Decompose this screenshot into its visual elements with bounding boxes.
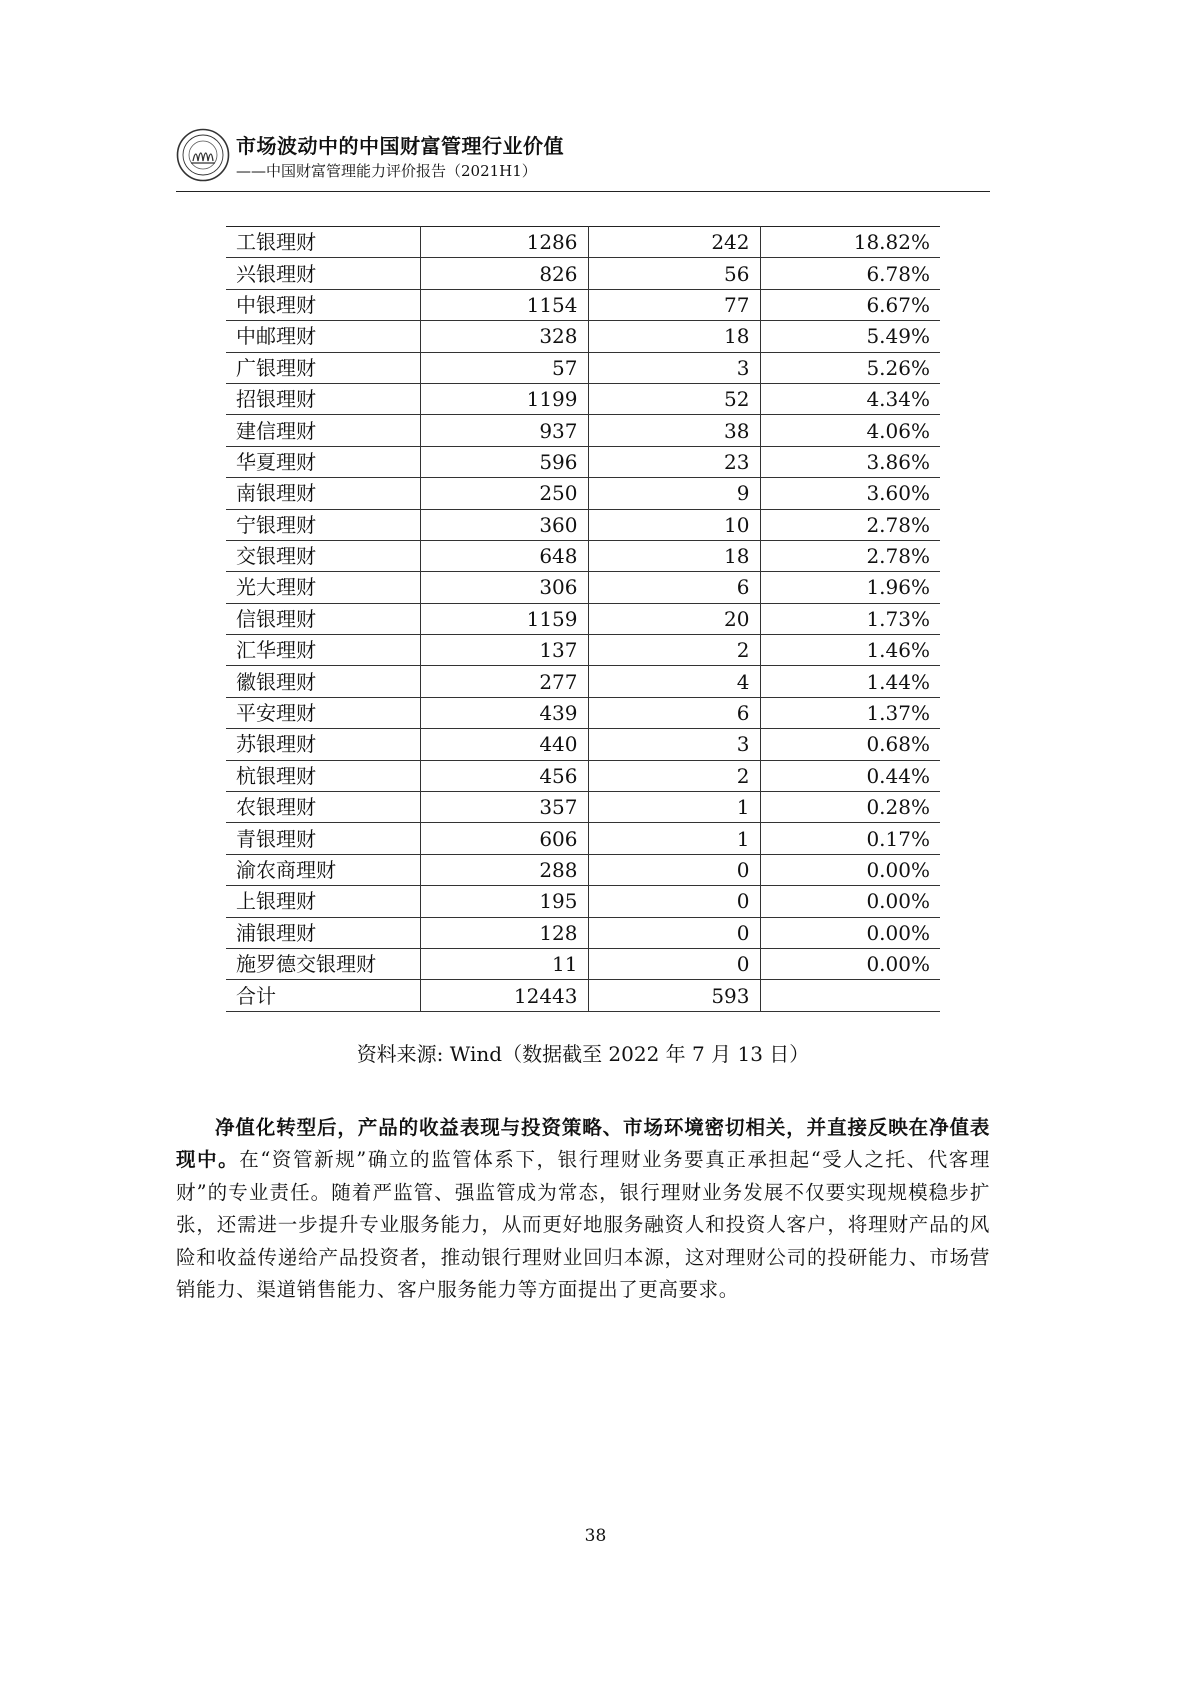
institution-name-cell: 交银理财 [226, 540, 420, 571]
running-header-subtitle: ——中国财富管理能力评价报告（2021H1） [236, 162, 537, 180]
value-cell: 277 [420, 666, 588, 697]
value-cell: 0 [588, 948, 760, 979]
value-cell: 328 [420, 321, 588, 352]
value-cell: 1286 [420, 227, 588, 258]
value-cell: 195 [420, 886, 588, 917]
value-cell: 0.68% [760, 729, 940, 760]
value-cell: 57 [420, 352, 588, 383]
wealth-management-table [226, 226, 940, 1012]
institution-name-cell: 工银理财 [226, 227, 420, 258]
value-cell: 593 [588, 980, 760, 1011]
value-cell: 0 [588, 854, 760, 885]
value-cell: 1.96% [760, 572, 940, 603]
value-cell: 0.44% [760, 760, 940, 791]
value-cell: 440 [420, 729, 588, 760]
value-cell: 18.82% [760, 227, 940, 258]
value-cell: 2.78% [760, 509, 940, 540]
value-cell: 0.00% [760, 886, 940, 917]
value-cell: 0 [588, 886, 760, 917]
value-cell: 1.73% [760, 603, 940, 634]
table-row [226, 258, 940, 289]
value-cell: 288 [420, 854, 588, 885]
value-cell: 18 [588, 540, 760, 571]
body-paragraph [176, 1112, 990, 1306]
value-cell: 56 [588, 258, 760, 289]
table-row [226, 760, 940, 791]
table-row [226, 321, 940, 352]
value-cell: 10 [588, 509, 760, 540]
table-source-note: 资料来源: Wind（数据截至 2022 年 7 月 13 日） [356, 1042, 810, 1066]
value-cell: 242 [588, 227, 760, 258]
institution-name-cell: 苏银理财 [226, 729, 420, 760]
institution-name-cell: 广银理财 [226, 352, 420, 383]
table-row [226, 635, 940, 666]
table-row [226, 948, 940, 979]
institution-name-cell: 青银理财 [226, 823, 420, 854]
value-cell: 2 [588, 635, 760, 666]
value-cell: 11 [420, 948, 588, 979]
value-cell: 4 [588, 666, 760, 697]
table-row [226, 383, 940, 414]
table-row [226, 666, 940, 697]
value-cell: 0.00% [760, 917, 940, 948]
paragraph-body: 在“资管新规”确立的监管体系下，银行理财业务要真正承担起“受人之托、代客理财”的专业责任。随着严监管、强监管成为常态，银行理财业务发展不仅要实现规模稳步扩张，还需进一步提升专业服务能力，从而更好地服务融资人和投资人客户，将理财产品的风险和收益传递给产品投资者，推动银行理财业回归本源，这对理财公司的投研能力、市场营销能力、渠道销售能力、客户服务能力等方面提出了更高要求。 [176, 1148, 990, 1302]
value-cell: 1159 [420, 603, 588, 634]
value-cell: 937 [420, 415, 588, 446]
institution-name-cell: 南银理财 [226, 478, 420, 509]
value-cell: 0.28% [760, 792, 940, 823]
value-cell: 6.67% [760, 289, 940, 320]
value-cell: 0.17% [760, 823, 940, 854]
table-row [226, 227, 940, 258]
table-row [226, 854, 940, 885]
institution-name-cell: 招银理财 [226, 383, 420, 414]
header-rule [176, 191, 990, 192]
table-row [226, 729, 940, 760]
value-cell: 250 [420, 478, 588, 509]
value-cell: 5.49% [760, 321, 940, 352]
value-cell: 0 [588, 917, 760, 948]
value-cell: 596 [420, 446, 588, 477]
value-cell: 306 [420, 572, 588, 603]
institution-name-cell: 中邮理财 [226, 321, 420, 352]
value-cell: 4.34% [760, 383, 940, 414]
institution-name-cell: 渝农商理财 [226, 854, 420, 885]
institution-name-cell: 中银理财 [226, 289, 420, 320]
table-row [226, 289, 940, 320]
table-row [226, 980, 940, 1011]
table-row [226, 823, 940, 854]
table-row [226, 917, 940, 948]
value-cell: 360 [420, 509, 588, 540]
value-cell: 128 [420, 917, 588, 948]
value-cell: 1.44% [760, 666, 940, 697]
value-cell: 3 [588, 729, 760, 760]
value-cell: 606 [420, 823, 588, 854]
institution-name-cell: 杭银理财 [226, 760, 420, 791]
institution-name-cell: 建信理财 [226, 415, 420, 446]
value-cell: 1 [588, 792, 760, 823]
university-seal-logo [176, 128, 230, 182]
value-cell: 23 [588, 446, 760, 477]
page-header [176, 124, 990, 194]
table-row [226, 352, 940, 383]
value-cell: 826 [420, 258, 588, 289]
table-row [226, 572, 940, 603]
running-header-title: 市场波动中的中国财富管理行业价值 [236, 134, 564, 158]
value-cell: 0.00% [760, 854, 940, 885]
table-row [226, 415, 940, 446]
paragraph-bold-lead: 净值化转型后，产品的收益表现与投资策略、市场环境密切相关，并直接反映在净值表现中。 [176, 1116, 990, 1172]
value-cell: 6 [588, 572, 760, 603]
table-row [226, 509, 940, 540]
institution-name-cell: 华夏理财 [226, 446, 420, 477]
institution-name-cell: 合计 [226, 980, 420, 1011]
value-cell: 2.78% [760, 540, 940, 571]
value-cell: 1 [588, 823, 760, 854]
value-cell: 6 [588, 697, 760, 728]
institution-name-cell: 上银理财 [226, 886, 420, 917]
value-cell: 6.78% [760, 258, 940, 289]
value-cell: 38 [588, 415, 760, 446]
value-cell: 1.46% [760, 635, 940, 666]
page-number: 38 [584, 1526, 607, 1546]
value-cell: 9 [588, 478, 760, 509]
table-row [226, 792, 940, 823]
value-cell [760, 980, 940, 1011]
value-cell: 2 [588, 760, 760, 791]
institution-name-cell: 汇华理财 [226, 635, 420, 666]
value-cell: 52 [588, 383, 760, 414]
institution-name-cell: 兴银理财 [226, 258, 420, 289]
value-cell: 137 [420, 635, 588, 666]
value-cell: 12443 [420, 980, 588, 1011]
table-row [226, 478, 940, 509]
table-row [226, 886, 940, 917]
value-cell: 3 [588, 352, 760, 383]
institution-name-cell: 施罗德交银理财 [226, 948, 420, 979]
value-cell: 77 [588, 289, 760, 320]
value-cell: 4.06% [760, 415, 940, 446]
institution-name-cell: 光大理财 [226, 572, 420, 603]
value-cell: 648 [420, 540, 588, 571]
value-cell: 3.60% [760, 478, 940, 509]
institution-name-cell: 宁银理财 [226, 509, 420, 540]
table-row [226, 446, 940, 477]
value-cell: 456 [420, 760, 588, 791]
value-cell: 3.86% [760, 446, 940, 477]
institution-name-cell: 浦银理财 [226, 917, 420, 948]
value-cell: 5.26% [760, 352, 940, 383]
value-cell: 1154 [420, 289, 588, 320]
institution-name-cell: 平安理财 [226, 697, 420, 728]
value-cell: 0.00% [760, 948, 940, 979]
institution-name-cell: 徽银理财 [226, 666, 420, 697]
table-row [226, 697, 940, 728]
value-cell: 357 [420, 792, 588, 823]
value-cell: 18 [588, 321, 760, 352]
value-cell: 20 [588, 603, 760, 634]
institution-name-cell: 信银理财 [226, 603, 420, 634]
table-body [226, 227, 940, 1012]
value-cell: 1.37% [760, 697, 940, 728]
table-row [226, 540, 940, 571]
value-cell: 1199 [420, 383, 588, 414]
institution-name-cell: 农银理财 [226, 792, 420, 823]
table-row [226, 603, 940, 634]
value-cell: 439 [420, 697, 588, 728]
